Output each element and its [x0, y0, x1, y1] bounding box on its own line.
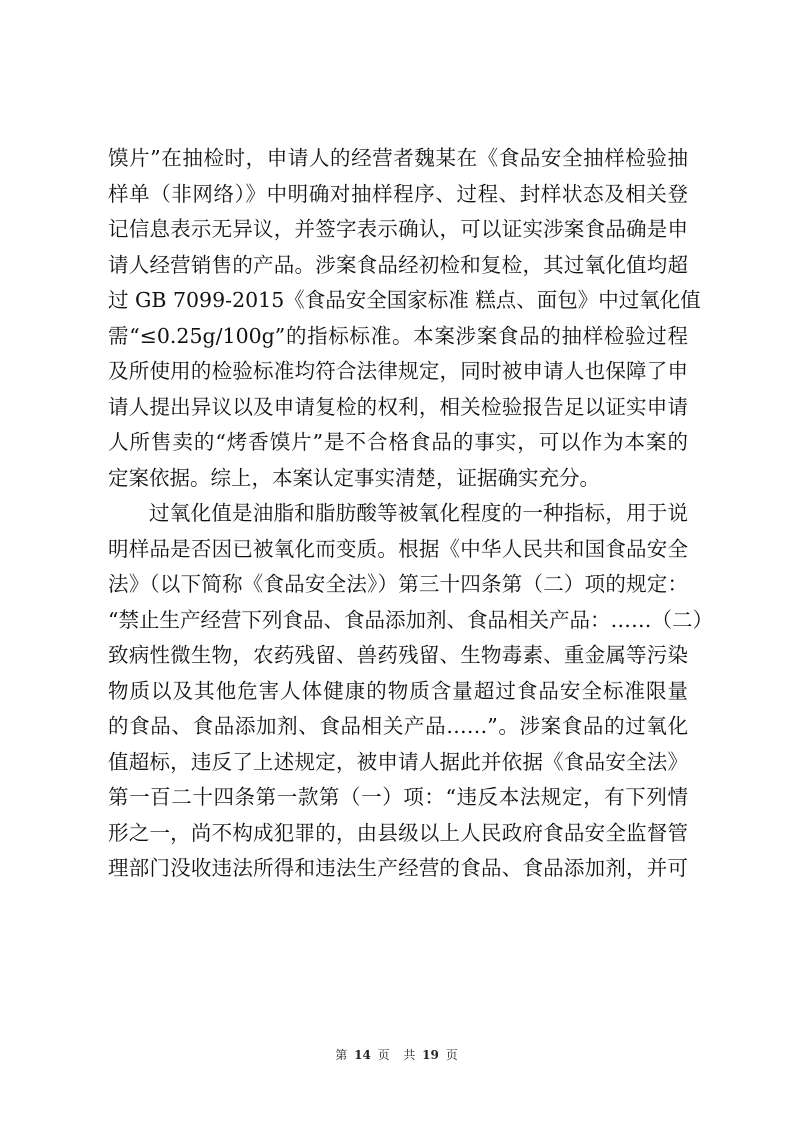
text-line: 致病性微生物，农药残留、兽药残留、生物毒素、重金属等污染	[108, 643, 688, 667]
text-line: 值超标，违反了上述规定，被申请人据此并依据《食品安全法》	[108, 749, 688, 774]
text-line: 形之一，尚不构成犯罪的，由县级以上人民政府食品安全监督管	[108, 820, 688, 845]
footer-prefix: 第	[335, 1048, 348, 1062]
text-line: 样单（非网络）》中明确对抽样程序、过程、封样状态及相关登	[108, 181, 688, 206]
text-line: 请人经营销售的产品。涉案食品经初检和复检，其过氧化值均超	[108, 252, 688, 277]
text-line: 记信息表示无异议，并签字表示确认，可以证实涉案食品确是申	[108, 217, 688, 241]
current-page-number: 14	[354, 1048, 371, 1062]
text-line: 法》（以下简称《食品安全法》）第三十四条第（二）项的规定：	[108, 572, 688, 596]
footer-suffix: 页	[445, 1048, 458, 1062]
total-pages-number: 19	[422, 1048, 439, 1062]
text-line: 定案依据。综上，本案认定事实清楚，证据确实充分。	[108, 465, 600, 490]
text-line: 第一百二十四条第一款第（一）项：“违反本法规定，有下列情	[108, 785, 688, 809]
footer-total-word: 共	[403, 1048, 416, 1062]
page-footer	[0, 1046, 793, 1063]
text-line: 需“≤0.25g/100g”的指标标准。本案涉案食品的抽样检验过程	[108, 323, 688, 348]
text-line: 人所售卖的“烤香馍片”是不合格食品的事实，可以作为本案的	[108, 430, 688, 454]
footer-page-word: 页	[377, 1048, 390, 1062]
text-line: 理部门没收违法所得和违法生产经营的食品、食品添加剂，并可	[108, 856, 688, 880]
text-line: 请人提出异议以及申请复检的权利，相关检验报告足以证实申请	[108, 394, 688, 419]
text-line: 馍片”在抽检时，申请人的经营者魏某在《食品安全抽样检验抽	[108, 146, 688, 170]
text-line: 的食品、食品添加剂、食品相关产品……”。涉案食品的过氧化	[108, 714, 688, 738]
text-line: 及所使用的检验标准均符合法律规定，同时被申请人也保障了申	[108, 359, 688, 383]
text-line: “禁止生产经营下列食品、食品添加剂、食品相关产品：……（二）	[108, 607, 713, 632]
document-body	[108, 141, 713, 887]
text-line: 物质以及其他危害人体健康的物质含量超过食品安全标准限量	[108, 678, 688, 703]
text-line: 明样品是否因已被氧化而变质。根据《中华人民共和国食品安全	[108, 536, 688, 561]
paragraph-first-line: 过氧化值是油脂和脂肪酸等被氧化程度的一种指标，用于说	[149, 501, 688, 525]
text-line: 过 GB 7099-2015《食品安全国家标准 糕点、面包》中过氧化值	[108, 288, 701, 312]
